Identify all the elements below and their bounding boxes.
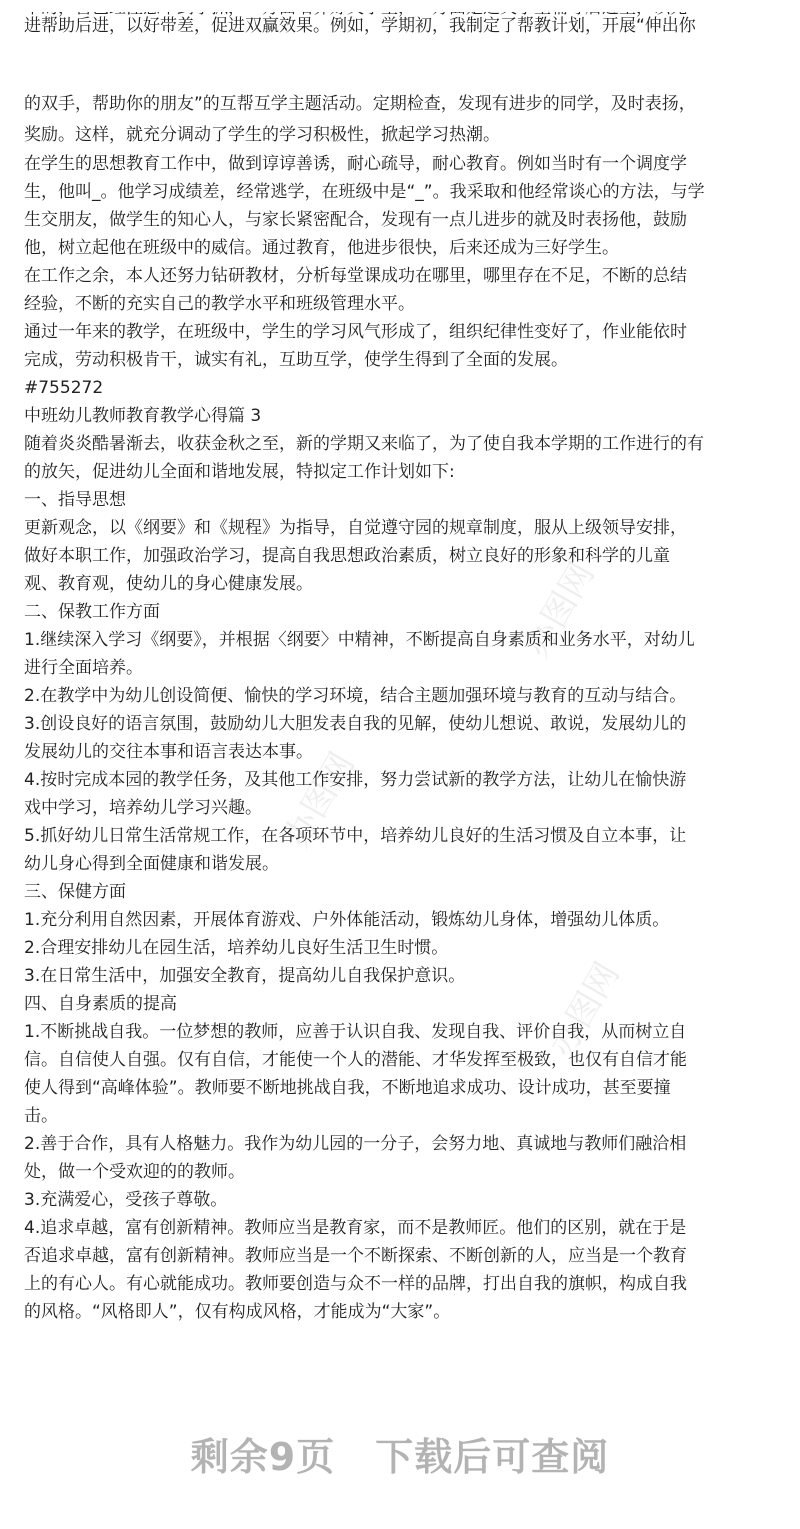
remaining-pages-label[interactable]: 剩余9页 [190,1434,336,1479]
heading: 一、指导思想 [24,490,126,510]
text-line: 进帮助后进，以好带差，促进双赢效果。例如，学期初，我制定了帮教计划，开展“伸出你 [24,16,696,36]
text-line: 随着炎炎酷暑渐去，收获金秋之至，新的学期又来临了，为了使自我本学期的工作进行的有 [24,434,704,454]
text-line: 5.抓好幼儿日常生活常规工作，在各项环节中，培养幼儿良好的生活习惯及自立本事，让 [24,826,687,846]
heading: 二、保教工作方面 [24,602,160,622]
text-line: 2.在教学中为幼儿创设简便、愉快的学习环境，结合主题加强环境与教育的互动与结合。 [24,686,687,706]
text-line: 上的有心人。有心就能成功。教师要创造与众不一样的品牌，打出自我的旗帜，构成自我 [24,1274,687,1294]
text-line: 的风格。“风格即人”，仅有构成风格，才能成为“大家”。 [24,1302,451,1322]
text-line: 生交朋友，做学生的知心人，与家长紧密配合，发现有一点儿进步的就及时表扬他，鼓励 [24,210,687,230]
text-line: 发展幼儿的交往本事和语言表达本事。 [24,742,313,762]
watermark: 办图网 [276,745,363,854]
text-line: 2.合理安排幼儿在园生活，培养幼儿良好生活卫生时惯。 [24,938,449,958]
text-line: 生，他叫_。他学习成绩差，经常逃学，在班级中是“_”。我采取和他经常谈心的方法，与学 [24,182,705,202]
text-line: 信。自信使人自强。仅有自信，才能使一个人的潜能、才华发挥至极致，也仅有自信才能 [24,1050,687,1070]
text-line: 3.在日常生活中，加强安全教育，提高幼儿自我保护意识。 [24,966,466,986]
heading: 三、保健方面 [24,882,126,902]
text-line: 否追求卓越，富有创新精神。教师应当是一个不断探索、不断创新的人，应当是一个教育 [24,1246,687,1266]
watermark: 办图网 [516,555,603,664]
text-line: 4.按时完成本园的教学任务，及其他工作安排，努力尝试新的教学方法，让幼儿在愉快游 [24,770,687,790]
page-top-edge [0,0,800,12]
section-title: 中班幼儿教师教育教学心得篇 3 [24,406,262,426]
text-line: 奖励。这样，就充分调动了学生的学习积极性，掀起学习热潮。 [24,125,500,145]
text-line: 他，树立起他在班级中的威信。通过教育，他进步很快，后来还成为三好学生。 [24,238,619,258]
text-line: 3.创设良好的语言氛围，鼓励幼儿大胆发表自我的见解，使幼儿想说、敢说，发展幼儿的 [24,714,687,734]
text-line: 戏中学习，培养幼儿学习兴趣。 [24,798,262,818]
text-line: 1.不断挑战自我。一位梦想的教师，应善于认识自我、发现自我、评价自我，从而树立自 [24,1022,687,1042]
text-line: 在工作之余，本人还努力钻研教材，分析每堂课成功在哪里，哪里存在不足，不断的总结 [24,266,687,286]
text-line: 观、教育观，使幼儿的身心健康发展。 [24,574,313,594]
text-line: 在学生的思想教育工作中，做到谆谆善诱，耐心疏导，耐心教育。例如当时有一个调度学 [24,154,687,174]
text-line: 更新观念，以《纲要》和《规程》为指导，自觉遵守园的规章制度，服从上级领导安排， [24,518,687,538]
text-line: 3.充满爱心，受孩子尊敬。 [24,1190,228,1210]
download-to-view-label[interactable]: 下载后可查阅 [375,1434,610,1479]
text-line: 完成，劳动积极肯干，诚实有礼，互助互学，使学生得到了全面的发展。 [24,350,568,370]
text-line: 2.善于合作，具有人格魅力。我作为幼儿园的一分子，会努力地、真诚地与教师们融洽相 [24,1134,687,1154]
text-line: 的放矢，促进幼儿全面和谐地发展，特拟定工作计划如下: [24,462,455,482]
text-line: 使人得到“高峰体验”。教师要不断地挑战自我，不断地追求成功、设计成功，甚至要撞 [24,1078,671,1098]
text-line: 处，做一个受欢迎的的教师。 [24,1162,245,1182]
text-line: 做好本职工作，加强政治学习，提高自我思想政治素质，树立良好的形象和科学的儿童 [24,546,670,566]
download-prompt[interactable] [0,1418,800,1488]
text-line: 通过一年来的教学，在班级中，学生的学习风气形成了，组织纪律性变好了，作业能依时 [24,322,687,342]
text-line: 4.追求卓越，富有创新精神。教师应当是教育家，而不是教师匠。他们的区别，就在于是 [24,1218,687,1238]
text-line: 击。 [24,1106,58,1126]
text-line: 1.充分利用自然因素，开展体育游戏、户外体能活动，锻炼幼儿身体，增强幼儿体质。 [24,910,670,930]
text-line: 的双手，帮助你的朋友”的互帮互学主题活动。定期检查，发现有进步的同学，及时表扬， [24,94,696,114]
watermark: 办图网 [541,955,628,1064]
text-line: 幼儿身心得到全面健康和谐发展。 [24,854,279,874]
heading: 四、自身素质的提高 [24,994,177,1014]
text-line: 经验，不断的充实自己的教学水平和班级管理水平。 [24,294,415,314]
text-line: 1.继续深入学习《纲要》，并根据〈纲要〉中精神，不断提高自身素质和业务水平，对幼儿 [24,630,695,650]
text-line: 进行全面培养。 [24,658,143,678]
hash-tag: #755272 [24,378,104,398]
